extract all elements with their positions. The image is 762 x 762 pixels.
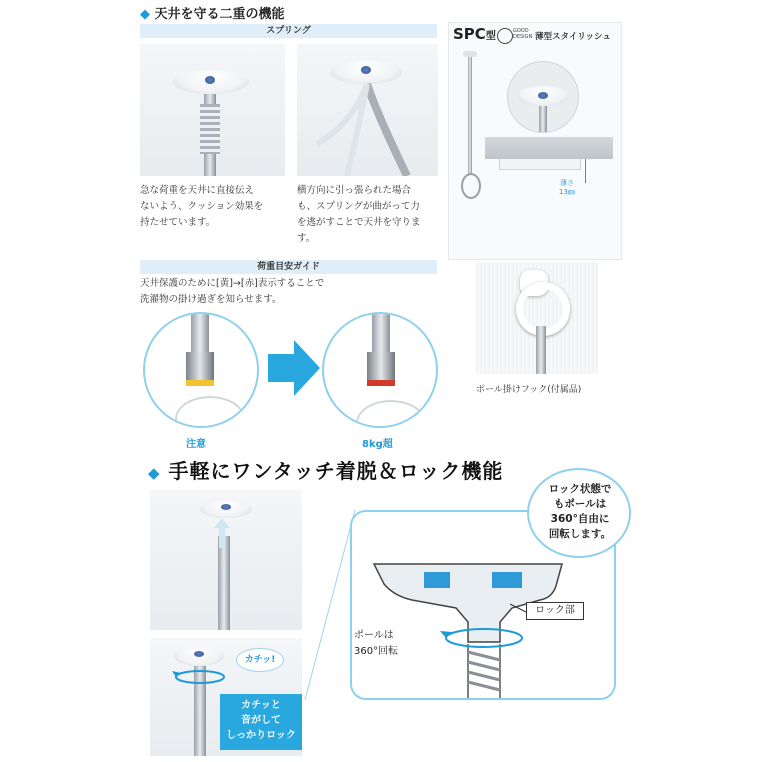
- section2-title: 手軽にワンタッチ着脱＆ロック機能: [168, 459, 504, 483]
- text-line: カチッと: [241, 700, 281, 711]
- spring-text-right: [297, 183, 447, 247]
- text-line: 洗濯物の掛け過ぎを知らせます。: [140, 294, 282, 305]
- spc-panel: [448, 22, 622, 260]
- section1-heading: [140, 3, 285, 22]
- text-line: 急な荷重を天井に直接伝え: [140, 185, 255, 196]
- lock-note-box: [220, 694, 302, 750]
- good-design-label: GOOD DESIGN: [513, 28, 533, 40]
- text-line: もポールは: [553, 498, 607, 510]
- spc-model-name: SPC: [453, 25, 486, 43]
- spring-photo-bent: [297, 44, 438, 176]
- pole-rod: [218, 536, 230, 630]
- hook-photo: [476, 262, 598, 374]
- text-line: ポールは: [354, 630, 394, 641]
- spring-photo-vertical: [140, 44, 285, 176]
- text-line: 360°自由に: [550, 513, 610, 525]
- screw-icon: [194, 651, 204, 657]
- text-line: 360°回転: [354, 646, 399, 657]
- mini-pole: [468, 57, 472, 175]
- thickness-value: 13㎜: [559, 188, 575, 196]
- hook-loop: [346, 390, 436, 428]
- label-caution: 注意: [186, 439, 206, 450]
- diamond-bullet-icon: ◆: [148, 464, 161, 482]
- ceiling-slab: [485, 137, 613, 159]
- slim-label: 薄型スタイリッシュ: [535, 32, 611, 42]
- screw-icon: [538, 92, 548, 99]
- text-line: す。: [297, 233, 316, 244]
- arrow-up-icon: [212, 518, 232, 548]
- hook-caption: ポール掛けフック(付属品): [476, 385, 582, 395]
- load-guide-text: [140, 276, 440, 308]
- screw-icon: [205, 76, 215, 84]
- screw-icon: [221, 504, 231, 510]
- pole-rod: [372, 314, 390, 354]
- text-line: 持たせています。: [140, 217, 216, 228]
- thickness-line: [585, 159, 586, 183]
- thickness-label: 薄さ: [559, 179, 574, 187]
- ring-hook-icon: [461, 173, 481, 199]
- attach-photo: [150, 490, 302, 630]
- text-line: ないよう、クッション効果を: [140, 201, 264, 212]
- bent-pole-diagram: [297, 44, 438, 176]
- spc-model-suffix: 型: [485, 31, 496, 42]
- load-circle-caution: [143, 312, 259, 428]
- pole-joint: [367, 352, 395, 380]
- spring-bar: スプリング: [140, 24, 437, 38]
- load-guide-bar: 荷重目安ガイド: [140, 260, 437, 274]
- bubble-text: [539, 482, 621, 542]
- text-line: 音がして: [241, 715, 281, 726]
- label-over: 8kg超: [362, 439, 393, 450]
- rotation-bubble: [527, 468, 631, 558]
- rotate-arrow-icon: [172, 668, 228, 686]
- zoom-circle: [507, 61, 579, 133]
- lock-part-label: ロック部: [526, 602, 584, 620]
- red-ring: [367, 380, 395, 386]
- mounted-cap: [499, 159, 581, 170]
- section1-title: 天井を守る二重の機能: [154, 7, 285, 22]
- pole-closeup: [539, 106, 547, 132]
- text-line: ロック状態で: [548, 483, 612, 495]
- hook-loop: [165, 386, 255, 428]
- locked-photo: [150, 638, 302, 756]
- good-design-icon: [497, 28, 513, 44]
- rotate-note: [354, 628, 398, 660]
- thickness-note: [559, 179, 575, 197]
- load-circle-over: [322, 312, 438, 428]
- text-line: を逃がすことで天井を守りま: [297, 217, 421, 228]
- click-sound-bubble: カチッ!: [236, 648, 284, 672]
- pole-rod: [191, 314, 209, 354]
- text-line: 横方向に引っ張られた場合: [297, 185, 412, 196]
- pole-joint: [186, 352, 214, 380]
- text-line: 回転します。: [548, 528, 612, 540]
- text-line: しっかりロック: [226, 730, 296, 741]
- pole-rod: [536, 326, 546, 374]
- section2-heading: [148, 455, 503, 484]
- diamond-bullet-icon: ◆: [140, 7, 150, 22]
- arrow-right-icon: [268, 340, 320, 396]
- spring-text-left: [140, 183, 290, 231]
- text-line: も、スプリングが曲がって力: [297, 201, 420, 212]
- text-line: 天井保護のために[黄]→[赤]表示することで: [140, 278, 325, 289]
- spring-coil: [200, 104, 220, 154]
- spc-model: [453, 25, 496, 43]
